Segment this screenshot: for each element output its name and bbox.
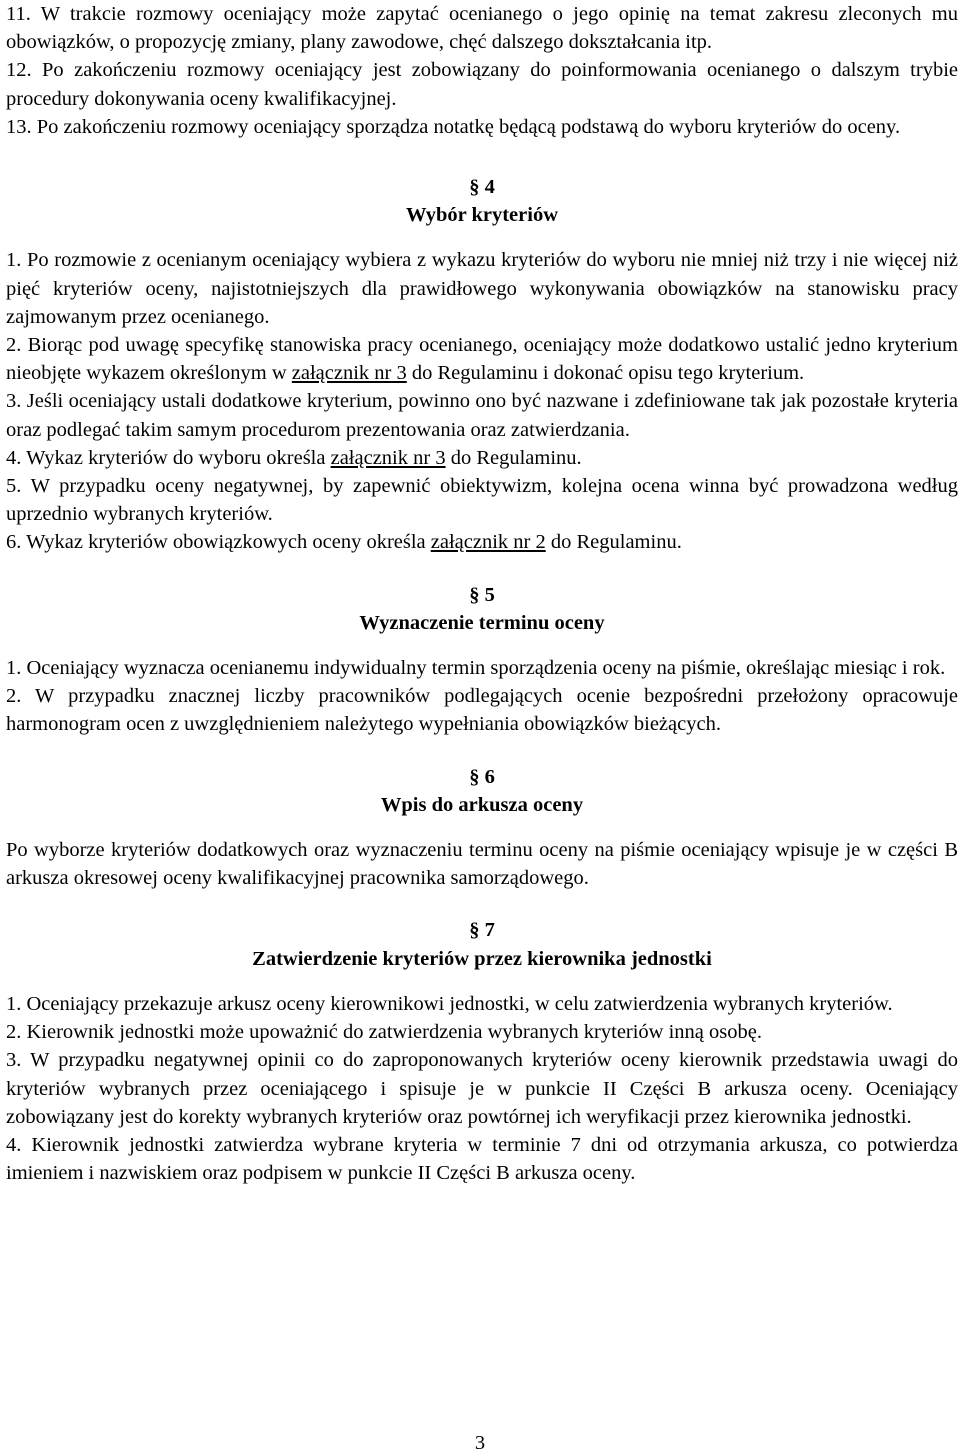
- s4-paragraph-2: [6, 331, 958, 387]
- section-4-number: § 4: [469, 176, 495, 199]
- annex-2-link[interactable]: załącznik nr 2: [430, 531, 546, 554]
- document-page: [6, 0, 958, 1187]
- s4-paragraph-4: [6, 444, 958, 472]
- s7-paragraph-3: 3. W przypadku negatywnej opinii co do zaproponowanych kryteriów oceny kierownik przedstawia uwagi do kryteriów wybranych przez oceniającego i spisuje je w punkcie II Części B arkusza oceny. Oceniający zobowiązany jest do korekty wybranych kryteriów oraz powtórnej ich weryfikacji przez kierownika jednostki.: [6, 1049, 958, 1128]
- s4-paragraph-3: 3. Jeśli oceniający ustali dodatkowe kryterium, powinno ono być nazwane i zdefiniowane tak jak pozostałe kryteria oraz podlegać takim samym procedurom prezentowania oraz zatwierdzania.: [6, 390, 958, 441]
- section-7-number: § 7: [469, 919, 495, 942]
- s5-paragraph-1: 1. Oceniający wyznacza ocenianemu indywidualny termin sporządzenia oceny na piśmie, określając miesiąc i rok.: [6, 657, 946, 680]
- s7-paragraph-2: 2. Kierownik jednostki może upoważnić do zatwierdzenia wybranych kryteriów inną osobę.: [6, 1021, 762, 1044]
- annex-3-link[interactable]: załącznik nr 3: [330, 446, 446, 469]
- s4-paragraph-1: 1. Po rozmowie z ocenianym oceniający wybiera z wykazu kryteriów do wyboru nie mniej niż trzy i nie więcej niż pięć kryteriów oceny, najistotniejszych dla prawidłowego wykonywania obowiązków na stanowisku pracy zajmowanym przez ocenianego.: [6, 249, 958, 328]
- s4-p2-text-a: 2. Biorąc pod uwagę specyfikę stanowiska pracy ocenianego, oceniający może dodatkowo ustalić jedno kryterium nieobjęte wykazem określonym w: [6, 334, 958, 385]
- section-4-title: Wybór kryteriów: [405, 204, 559, 227]
- annex-3-link[interactable]: załącznik nr 3: [291, 362, 407, 385]
- s4-paragraph-5: 5. W przypadku oceny negatywnej, by zapewnić obiektywizm, kolejna ocena winna być prowadzona według uprzednio wybranych kryteriów.: [6, 475, 958, 526]
- section-6-title: Wpis do arkusza oceny: [380, 793, 584, 816]
- s5-paragraph-2: 2. W przypadku znacznej liczby pracowników podlegających ocenie bezpośredni przełożony opracowuje harmonogram ocen z uwzględnieniem należytego wypełniania obowiązków bieżących.: [6, 685, 958, 736]
- section-5-title: Wyznaczenie terminu oceny: [359, 611, 605, 634]
- s4-p4-text-a: 4. Wykaz kryteriów do wyboru określa: [6, 446, 331, 469]
- s7-paragraph-4: 4. Kierownik jednostki zatwierdza wybrane kryteria w terminie 7 dni od otrzymania arkusza, co potwierdza imieniem i nazwiskiem oraz podpisem w punkcie II Części B arkusza oceny.: [6, 1133, 958, 1185]
- s4-p6-text-b: do Regulaminu.: [545, 531, 682, 554]
- section-5-number: § 5: [469, 583, 495, 606]
- page-number: 3: [474, 1432, 486, 1454]
- paragraph-12: 12. Po zakończeniu rozmowy oceniający jest zobowiązany do poinformowania ocenianego o dalszym trybie procedury dokonywania oceny kwalifikacyjnej.: [6, 59, 958, 110]
- paragraph-13: 13. Po zakończeniu rozmowy oceniający sporządza notatkę będącą podstawą do wyboru kryteriów do oceny.: [6, 115, 901, 138]
- s4-p2-text-b: do Regulaminu i dokonać opisu tego kryterium.: [406, 362, 805, 385]
- s7-paragraph-1: 1. Oceniający przekazuje arkusz oceny kierownikowi jednostki, w celu zatwierdzenia wybranych kryteriów.: [6, 992, 893, 1015]
- paragraph-11: 11. W trakcie rozmowy oceniający może zapytać ocenianego o jego opinię na temat zakresu zleconych mu obowiązków, o propozycję zmiany, plany zawodowe, chęć dalszego dokształcania itp.: [6, 3, 958, 54]
- s4-p6-text-a: 6. Wykaz kryteriów obowiązkowych oceny określa: [6, 531, 431, 554]
- s6-paragraph-1: Po wyborze kryteriów dodatkowych oraz wyznaczeniu terminu oceny na piśmie oceniający wpisuje je w części B arkusza okresowej oceny kwalifikacyjnej pracownika samorządowego.: [6, 839, 958, 890]
- s4-paragraph-6: [6, 528, 958, 556]
- section-6-number: § 6: [469, 765, 495, 788]
- section-7-title: Zatwierdzenie kryteriów przez kierownika jednostki: [252, 947, 712, 970]
- s4-p4-text-b: do Regulaminu.: [445, 446, 582, 469]
